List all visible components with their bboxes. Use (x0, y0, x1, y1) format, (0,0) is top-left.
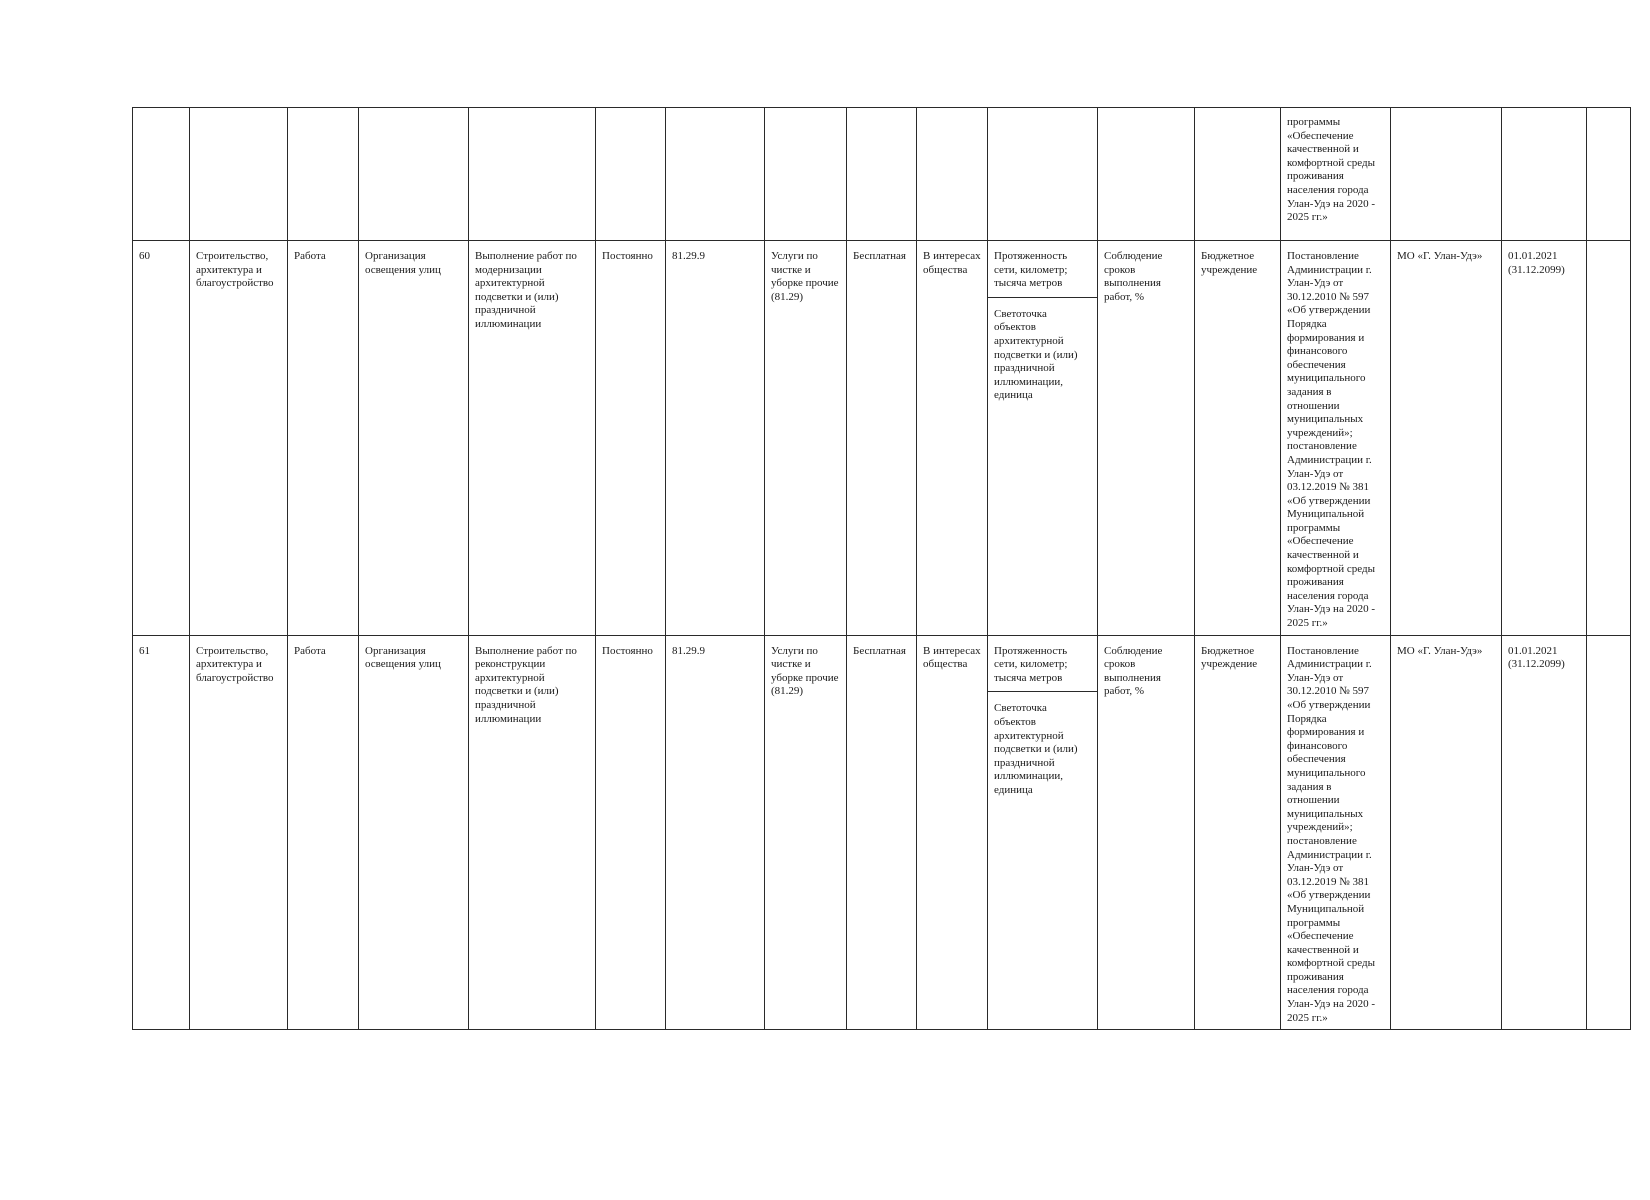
cell-empty (1195, 108, 1281, 241)
cell-consumers: В интересах общества (917, 635, 988, 1030)
cell-empty (765, 108, 847, 241)
cell-legal-basis-tail: программы «Обеспечение качественной и комфортной среды проживания населения города Улан-Удэ на 2020 - 2025 гг.» (1281, 108, 1391, 241)
cell-empty (917, 108, 988, 241)
cell-empty (596, 108, 666, 241)
cell-payment: Бесплатная (847, 635, 917, 1030)
cell-dates: 01.01.2021 (31.12.2099) (1502, 635, 1587, 1030)
volume-indicator-length: Протяженность сети, километр; тысяча метров (988, 241, 1097, 298)
volume-indicator-lightpoint: Светоточка объектов архитектурной подсветки и (или) праздничной иллюминации, единица (994, 702, 1078, 796)
volume-indicator-lightpoint: Светоточка объектов архитектурной подсветки и (или) праздничной иллюминации, единица (994, 307, 1078, 402)
cell-empty (133, 108, 190, 241)
cell-content: Выполнение работ по модернизации архитектурной подсветки и (или) праздничной иллюминации (469, 241, 596, 636)
cell-payment: Бесплатная (847, 241, 917, 636)
cell-okved-code: 81.29.9 (666, 635, 765, 1030)
cell-sector: Строительство, архитектура и благоустройство (190, 635, 288, 1030)
cell-empty (359, 108, 469, 241)
table-row (133, 241, 1631, 636)
cell-founder: МО «Г. Улан-Удэ» (1391, 635, 1502, 1030)
cell-consumers: В интересах общества (917, 241, 988, 636)
cell-sector: Строительство, архитектура и благоустройство (190, 241, 288, 636)
cell-quality-indicator: Соблюдение сроков выполнения работ, % (1098, 241, 1195, 636)
cell-volume-indicators (988, 635, 1098, 1030)
cell-empty (1391, 108, 1502, 241)
cell-empty (1098, 108, 1195, 241)
cell-okved-code: 81.29.9 (666, 241, 765, 636)
cell-empty (1587, 108, 1631, 241)
cell-empty (190, 108, 288, 241)
cell-empty (469, 108, 596, 241)
cell-legal-basis: Постановление Администрации г. Улан-Удэ от 30.12.2010 № 597 «Об утверждении Порядка формирования и финансового обеспечения муниципального задания в отношении муниципальных учреждений»; постановление Администрации г. Улан-Удэ от 03.12.2019 № 381 «Об утверждении Муниципальной программы «Обеспечение качественной и комфортной среды проживания населения города Улан-Удэ на 2020 - 2025 гг.» (1281, 241, 1391, 636)
cell-okved-name: Услуги по чистке и уборке прочие (81.29) (765, 241, 847, 636)
cell-term: Постоянно (596, 241, 666, 636)
cell-service-name: Организация освещения улиц (359, 241, 469, 636)
cell-row-number: 60 (133, 241, 190, 636)
cell-extra (1587, 241, 1631, 636)
volume-indicator-length: Протяженность сети, километр; тысяча метров (988, 636, 1097, 693)
cell-empty (288, 108, 359, 241)
cell-volume-indicators (988, 241, 1098, 636)
cell-empty (847, 108, 917, 241)
cell-term: Постоянно (596, 635, 666, 1030)
cell-service-name: Организация освещения улиц (359, 635, 469, 1030)
registry-table (132, 107, 1631, 1030)
cell-institution-type: Бюджетное учреждение (1195, 241, 1281, 636)
cell-quality-indicator: Соблюдение сроков выполнения работ, % (1098, 635, 1195, 1030)
cell-extra (1587, 635, 1631, 1030)
cell-row-number: 61 (133, 635, 190, 1030)
cell-content: Выполнение работ по реконструкции архитектурной подсветки и (или) праздничной иллюминации (469, 635, 596, 1030)
cell-empty (988, 108, 1098, 241)
cell-legal-basis: Постановление Администрации г. Улан-Удэ от 30.12.2010 № 597 «Об утверждении Порядка формирования и финансового обеспечения муниципального задания в отношении муниципальных учреждений»; постановление Администрации г. Улан-Удэ от 03.12.2019 № 381 «Об утверждении Муниципальной программы «Обеспечение качественной и комфортной среды проживания населения города Улан-Удэ на 2020 - 2025 гг.» (1281, 635, 1391, 1030)
cell-okved-name: Услуги по чистке и уборке прочие (81.29) (765, 635, 847, 1030)
cell-empty (1502, 108, 1587, 241)
cell-institution-type: Бюджетное учреждение (1195, 635, 1281, 1030)
cell-kind: Работа (288, 635, 359, 1030)
cell-kind: Работа (288, 241, 359, 636)
table-row (133, 635, 1631, 1030)
cell-founder: МО «Г. Улан-Удэ» (1391, 241, 1502, 636)
table-row-carryover (133, 108, 1631, 241)
cell-empty (666, 108, 765, 241)
cell-dates: 01.01.2021 (31.12.2099) (1502, 241, 1587, 636)
